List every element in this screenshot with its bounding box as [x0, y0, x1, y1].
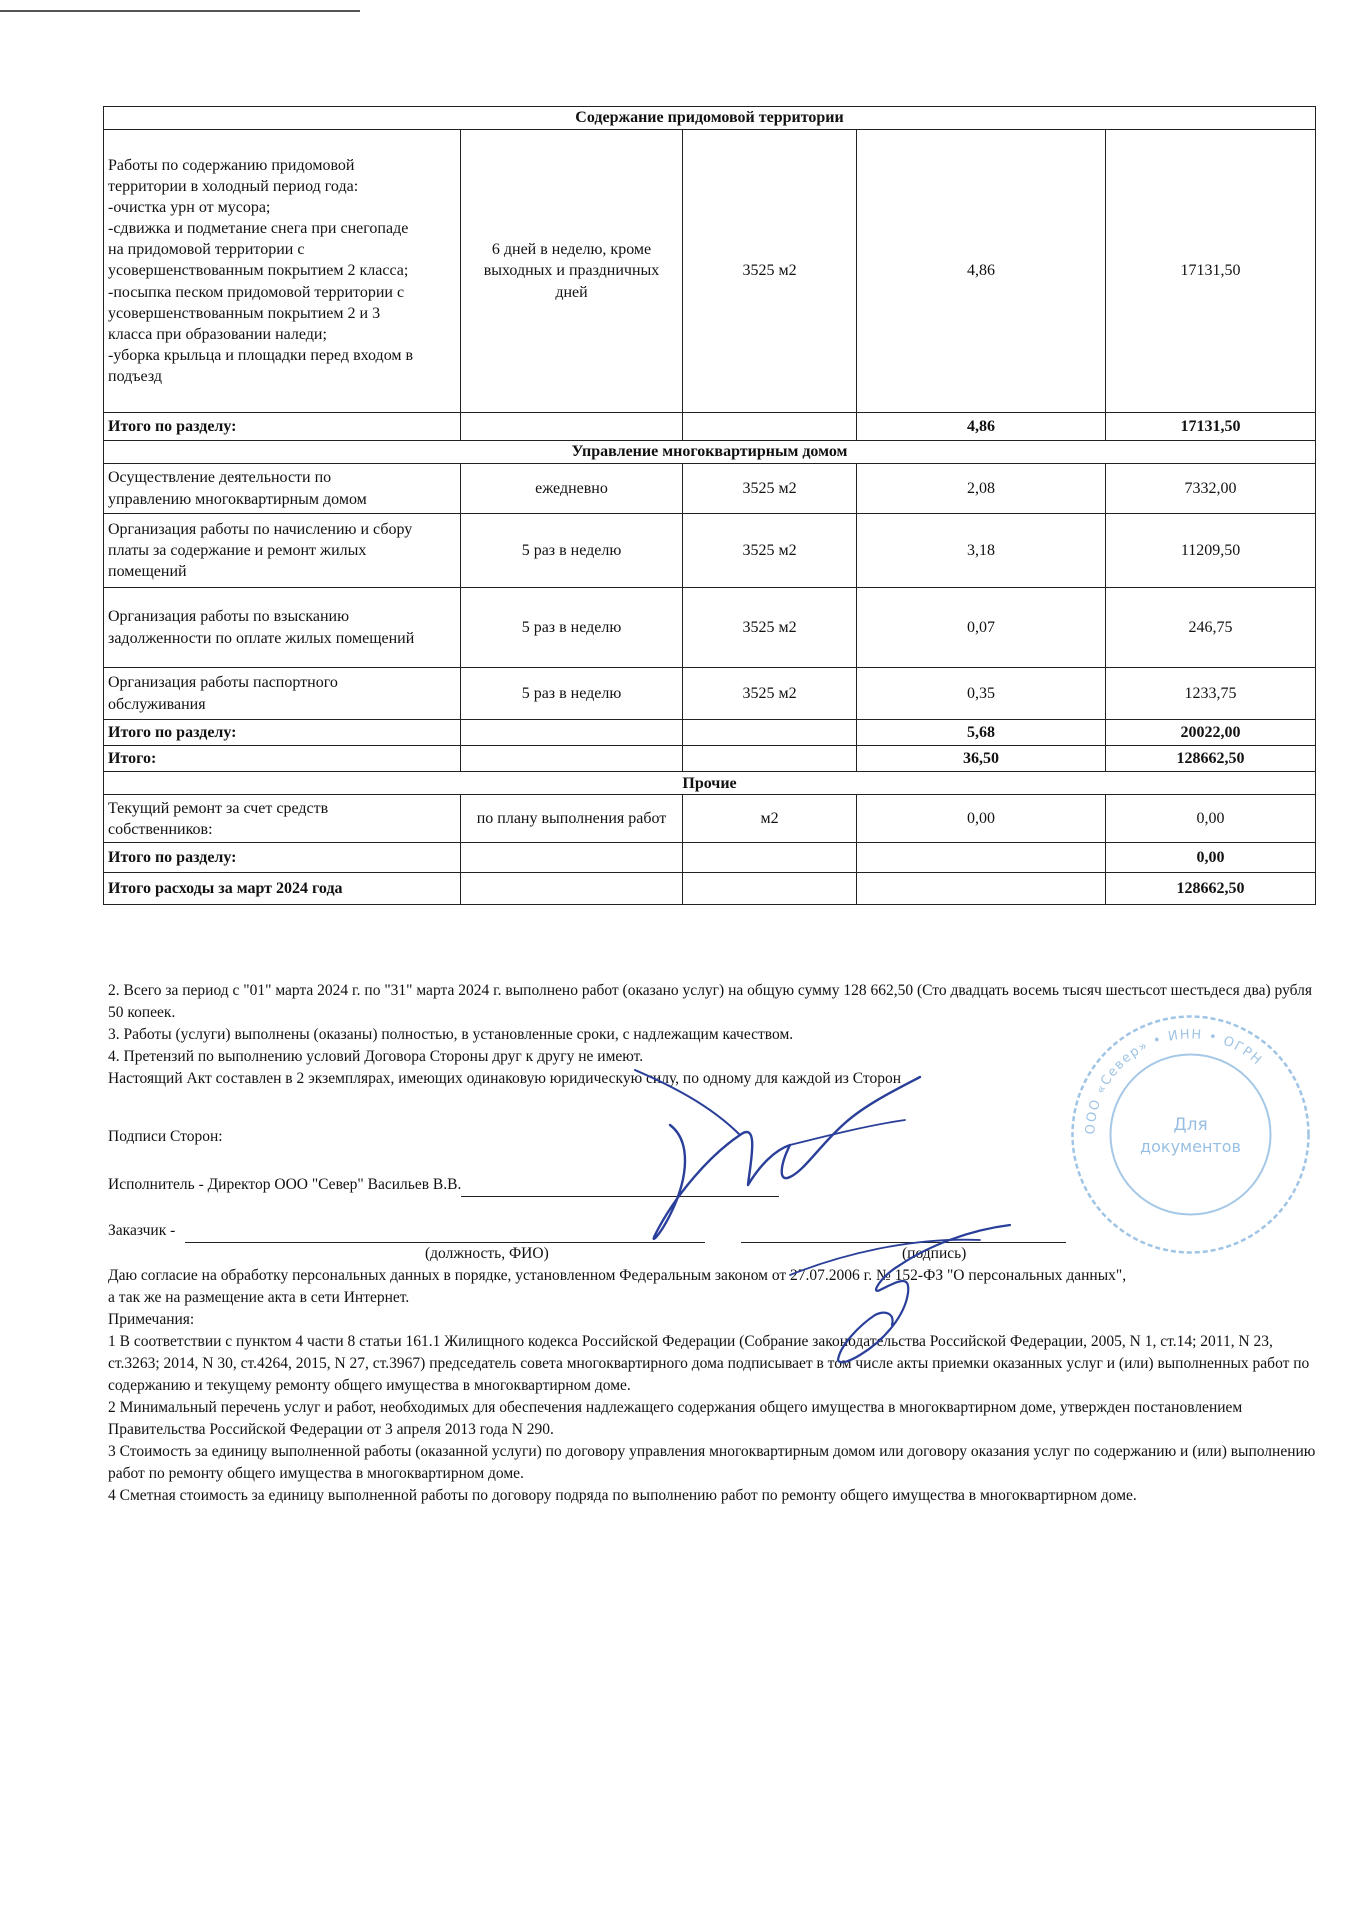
row-unit: 3525 м2	[683, 464, 857, 514]
consent-line: а так же на размещение акта в сети Интернет.	[108, 1289, 410, 1306]
services-table	[103, 106, 1316, 905]
row-description: Организация работы по начислению и сбору платы за содержание и ремонт жилых помещений	[104, 514, 461, 588]
final-total-amount: 128662,50	[1106, 873, 1316, 905]
consent-line: Даю согласие на обработку персональных данных в порядке, установленном Федеральным законом от 27.07.2006 г. № 152-ФЗ "О персональных данных",	[108, 1267, 1127, 1284]
note: 2 Минимальный перечень услуг и работ, необходимых для обеспечения надлежащего содержания общего имущества в многоквартирном доме, утвержден постановлением Правительства Российской Федерации от 3 апреля 2013 года N 290.	[108, 1399, 1243, 1438]
total-rate: 4,86	[857, 413, 1106, 441]
grand-total-amount: 128662,50	[1106, 746, 1316, 772]
customer-position-blank	[185, 1220, 705, 1243]
caption-signature: (подпись)	[902, 1245, 967, 1262]
total-amount: 0,00	[1106, 843, 1316, 873]
row-amount: 11209,50	[1106, 514, 1316, 588]
total-rate: 5,68	[857, 720, 1106, 746]
total-amount: 17131,50	[1106, 413, 1316, 441]
final-total-label: Итого расходы за март 2024 года	[104, 873, 461, 905]
section-total-row	[104, 413, 1316, 441]
row-unit: 3525 м2	[683, 514, 857, 588]
row-rate: 0,00	[857, 795, 1106, 843]
organization-stamp	[1068, 1012, 1313, 1257]
row-amount: 17131,50	[1106, 130, 1316, 413]
grand-total-label: Итого:	[104, 746, 461, 772]
row-rate: 3,18	[857, 514, 1106, 588]
row-description: Организация работы по взысканию задолженности по оплате жилых помещений	[104, 588, 461, 668]
top-scan-line	[0, 10, 360, 12]
row-description: Организация работы паспортного обслуживания	[104, 668, 461, 720]
section-title: Содержание придомовой территории	[104, 107, 1316, 130]
paragraph: 2. Всего за период с "01" марта 2024 г. по "31" марта 2024 г. выполнено работ (оказано услуг) на общую сумму 128 662,50 (Сто двадцать восемь тысяч шестьсот шестьдеся два) рубля 50 копеек.	[108, 982, 1312, 1021]
grand-total-row	[104, 746, 1316, 772]
row-unit: м2	[683, 795, 857, 843]
customer-label: Заказчик -	[108, 1222, 176, 1239]
total-amount: 20022,00	[1106, 720, 1316, 746]
note: 4 Сметная стоимость за единицу выполненной работы по договору подряда по выполнению работ по ремонту общего имущества в многоквартирном доме.	[108, 1487, 1137, 1504]
row-rate: 0,07	[857, 588, 1106, 668]
stamp-center-text-1: Для	[1173, 1115, 1208, 1135]
row-frequency: по плану выполнения работ	[461, 795, 683, 843]
section-title: Управление многоквартирным домом	[104, 441, 1316, 464]
row-amount: 1233,75	[1106, 668, 1316, 720]
executor-label: Исполнитель - Директор ООО "Север" Васильев В.В.	[108, 1176, 462, 1193]
row-frequency: 5 раз в неделю	[461, 514, 683, 588]
table-row	[104, 514, 1316, 588]
paragraph: 4. Претензий по выполнению условий Договора Стороны друг к другу не имеют.	[108, 1048, 644, 1065]
section-total-row	[104, 720, 1316, 746]
total-label: Итого по разделу:	[104, 413, 461, 441]
row-unit: 3525 м2	[683, 588, 857, 668]
consent-text	[108, 1265, 1318, 1507]
section-header-row	[104, 772, 1316, 795]
row-frequency: 5 раз в неделю	[461, 668, 683, 720]
stamp-ring-text: ООО «Север» • ИНН • ОГРН	[1083, 1027, 1265, 1135]
row-description: Текущий ремонт за счет средств собственников:	[104, 795, 461, 843]
row-rate: 0,35	[857, 668, 1106, 720]
row-amount: 7332,00	[1106, 464, 1316, 514]
total-label: Итого по разделу:	[104, 720, 461, 746]
row-amount: 246,75	[1106, 588, 1316, 668]
table-row	[104, 668, 1316, 720]
table-row	[104, 464, 1316, 514]
row-amount: 0,00	[1106, 795, 1316, 843]
note: 3 Стоимость за единицу выполненной работы (оказанной услуги) по договору управления многоквартирным домом или договору оказания услуг по содержанию и (или) выполнению работ по ремонту общего имущества в многоквартирном доме.	[108, 1443, 1316, 1482]
row-rate: 4,86	[857, 130, 1106, 413]
total-label: Итого по разделу:	[104, 843, 461, 873]
customer-handwritten-signature	[780, 1215, 1030, 1365]
total-rate	[857, 843, 1106, 873]
final-total-row	[104, 873, 1316, 905]
table-row	[104, 588, 1316, 668]
table-row	[104, 795, 1316, 843]
note: 1 В соответствии с пунктом 4 части 8 статьи 161.1 Жилищного кодекса Российской Федерации (Собрание законодательства Российской Федерации, 2005, N 1, ст.14; 2011, N 23, ст.3263; 2014, N 30, ст.4264, 2015, N 27, ст.3967) председатель совета многоквартирного дома подписывает в том числе акты приемки оказанных услуг и (или) выполненных работ по содержанию и текущему ремонту общего имущества в многоквартирном доме.	[108, 1333, 1310, 1394]
row-description: Осуществление деятельности по управлению многоквартирным домом	[104, 464, 461, 514]
paragraph: Настоящий Акт составлен в 2 экземплярах, имеющих одинаковую юридическую силу, по одному для каждой из Сторон	[108, 1070, 902, 1087]
row-frequency: 6 дней в неделю, кроме выходных и праздничных дней	[461, 130, 683, 413]
row-rate: 2,08	[857, 464, 1106, 514]
caption-position: (должность, ФИО)	[425, 1245, 549, 1262]
section-title: Прочие	[104, 772, 1316, 795]
table-row	[104, 130, 1316, 413]
row-description: Работы по содержанию придомовой территории в холодный период года: -очистка урн от мусора; -сдвижка и подметание снега при снегопаде на придомовой территории с усовершенствованным покрытием 2 класса; -посыпка песком придомовой территории с усовершенствованным покрытием 2 и 3 класса при образовании наледи; -уборка крыльца и площадки перед входом в подъезд	[104, 130, 461, 413]
grand-total-rate: 36,50	[857, 746, 1106, 772]
section-header-row	[104, 441, 1316, 464]
row-unit: 3525 м2	[683, 668, 857, 720]
row-frequency: ежедневно	[461, 464, 683, 514]
section-total-row	[104, 843, 1316, 873]
signatures-heading: Подписи Сторон:	[108, 1128, 223, 1145]
row-frequency: 5 раз в неделю	[461, 588, 683, 668]
notes-heading: Примечания:	[108, 1311, 195, 1328]
paragraph: 3. Работы (услуги) выполнены (оказаны) полностью, в установленные сроки, с надлежащим качеством.	[108, 1026, 794, 1043]
stamp-center-text-2: документов	[1140, 1137, 1241, 1156]
section-header-row	[104, 107, 1316, 130]
row-unit: 3525 м2	[683, 130, 857, 413]
